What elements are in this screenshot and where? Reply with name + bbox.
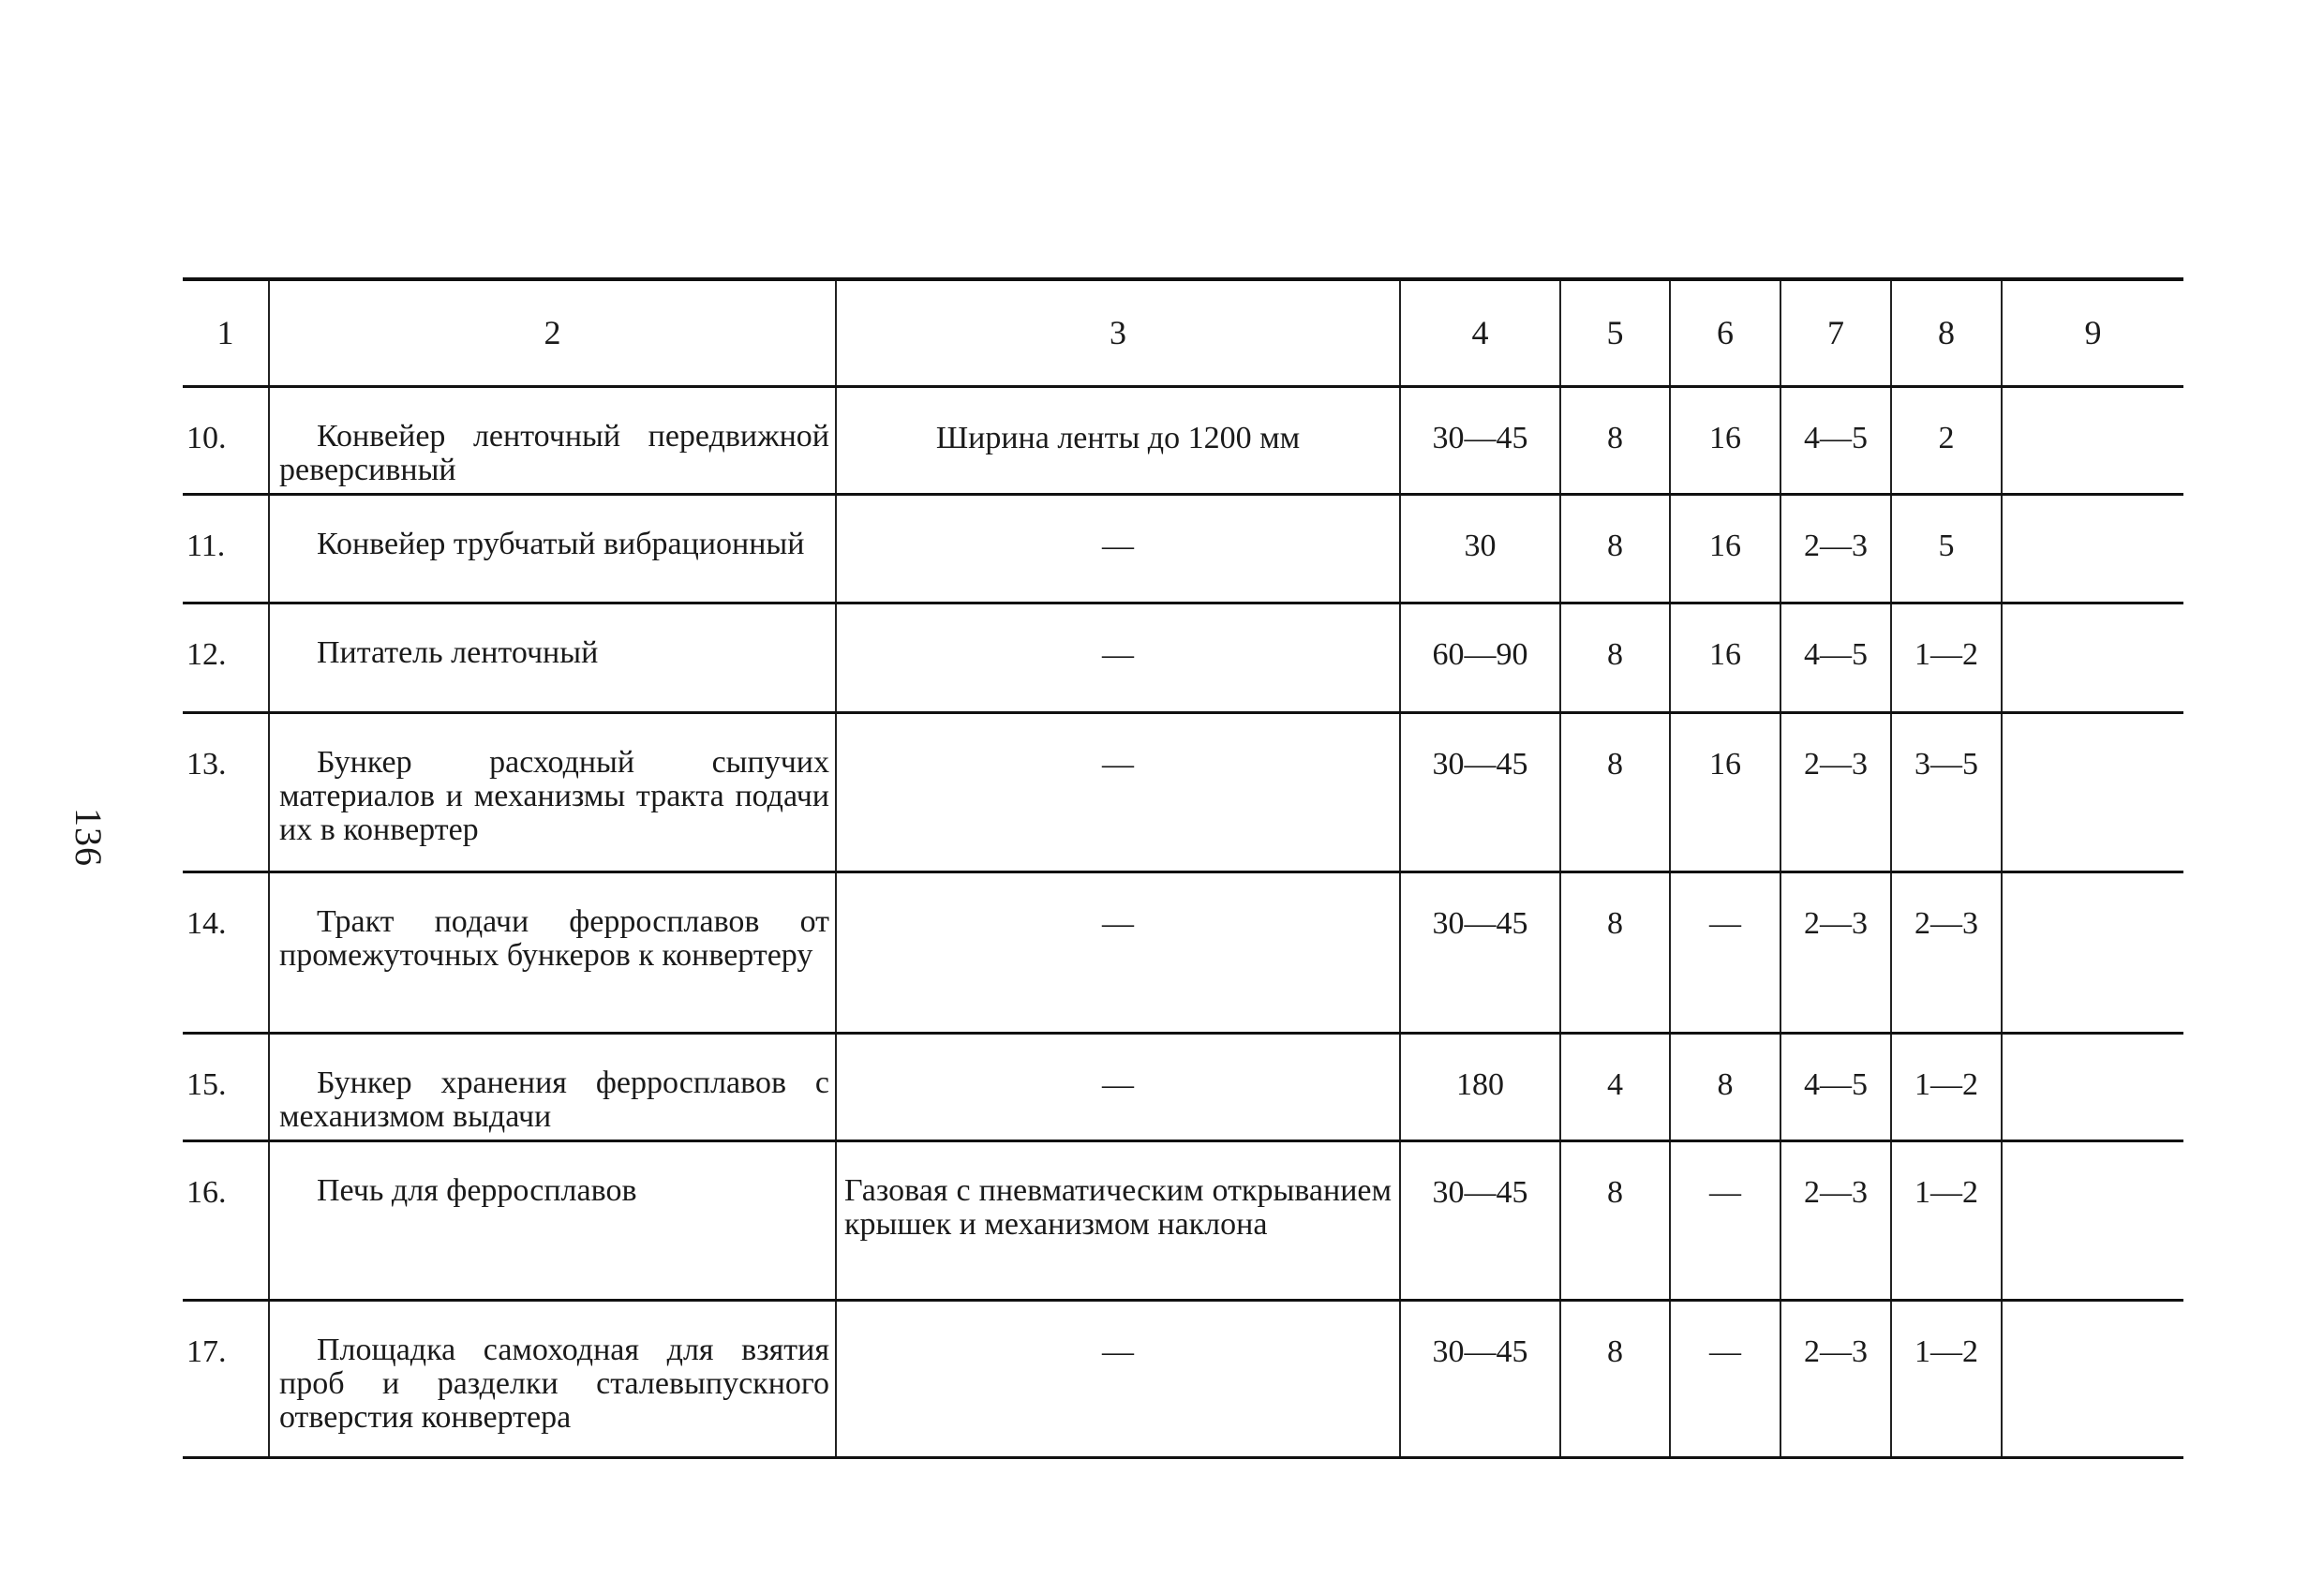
description-cell: — <box>836 1033 1400 1140</box>
column-header: 2 <box>269 279 836 386</box>
value-cell: 8 <box>1670 1033 1780 1140</box>
table-row <box>183 386 2183 494</box>
equipment-name-cell: Конвейер трубчатый вибрационный <box>269 494 836 603</box>
column-header: 8 <box>1891 279 2002 386</box>
equipment-name-cell: Конвейер ленточный передвижной реверсивный <box>269 386 836 494</box>
row-number-cell: 11. <box>186 528 226 563</box>
table-row <box>183 871 2183 1033</box>
column-header: 6 <box>1670 279 1780 386</box>
table-row <box>183 1033 2183 1140</box>
value-cell: 30—45 <box>1400 1140 1560 1300</box>
equipment-name-cell: Бункер хранения ферросплавов с механизмом выдачи <box>269 1033 836 1140</box>
value-cell <box>2002 712 2183 871</box>
value-cell: 4—5 <box>1780 1033 1891 1140</box>
value-cell: 2—3 <box>1780 871 1891 1033</box>
value-cell: 30—45 <box>1400 871 1560 1033</box>
value-cell: 3—5 <box>1891 712 2002 871</box>
equipment-name-cell: Бункер расходный сыпучих материалов и механизмы тракта подачи их в конвертер <box>269 712 836 871</box>
column-header: 1 <box>216 314 234 352</box>
value-cell: 60—90 <box>1400 603 1560 712</box>
value-cell: 30—45 <box>1400 712 1560 871</box>
value-cell <box>2002 494 2183 603</box>
value-cell: 2 <box>1891 386 2002 494</box>
value-cell: 1—2 <box>1891 603 2002 712</box>
row-number-cell: 15. <box>186 1066 227 1102</box>
row-number-cell: 10. <box>186 420 227 455</box>
equipment-name-cell: Тракт подачи ферросплавов от промежуточных бункеров к конвертеру <box>269 871 836 1033</box>
description-cell: — <box>836 603 1400 712</box>
value-cell: 30—45 <box>1400 1300 1560 1457</box>
table-row <box>183 603 2183 712</box>
value-cell: — <box>1670 1140 1780 1300</box>
table-row <box>183 494 2183 603</box>
column-header: 5 <box>1560 279 1670 386</box>
description-cell: — <box>836 712 1400 871</box>
value-cell: 8 <box>1560 386 1670 494</box>
equipment-table <box>183 277 2183 1459</box>
value-cell: — <box>1670 1300 1780 1457</box>
value-cell: 180 <box>1400 1033 1560 1140</box>
value-cell: 2—3 <box>1780 494 1891 603</box>
value-cell: 16 <box>1670 603 1780 712</box>
value-cell: 8 <box>1560 1140 1670 1300</box>
value-cell: 1—2 <box>1891 1140 2002 1300</box>
row-number-cell: 14. <box>186 905 227 941</box>
table-row <box>183 712 2183 871</box>
value-cell: 2—3 <box>1780 712 1891 871</box>
description-cell: — <box>836 494 1400 603</box>
equipment-name-cell: Площадка самоходная для взятия проб и разделки сталевыпускного отверстия конвертера <box>269 1300 836 1457</box>
value-cell: 16 <box>1670 712 1780 871</box>
column-header: 7 <box>1780 279 1891 386</box>
value-cell: 8 <box>1560 871 1670 1033</box>
value-cell: 2—3 <box>1780 1300 1891 1457</box>
row-number-cell: 17. <box>186 1333 227 1369</box>
value-cell: 8 <box>1560 712 1670 871</box>
value-cell: 2—3 <box>1891 871 2002 1033</box>
description-cell: — <box>836 871 1400 1033</box>
column-header: 9 <box>2002 279 2183 386</box>
value-cell <box>2002 603 2183 712</box>
value-cell: 30 <box>1400 494 1560 603</box>
row-number-cell: 13. <box>186 746 227 782</box>
value-cell: 4—5 <box>1780 386 1891 494</box>
equipment-name-cell: Печь для ферросплавов <box>269 1140 836 1300</box>
value-cell: 8 <box>1560 494 1670 603</box>
value-cell: 1—2 <box>1891 1300 2002 1457</box>
value-cell: 8 <box>1560 1300 1670 1457</box>
description-cell: Ширина ленты до 1200 мм <box>836 386 1400 494</box>
equipment-name-cell: Питатель ленточный <box>269 603 836 712</box>
table-row <box>183 1140 2183 1300</box>
value-cell: — <box>1670 871 1780 1033</box>
table-row <box>183 1300 2183 1457</box>
value-cell <box>2002 386 2183 494</box>
value-cell: 4—5 <box>1780 603 1891 712</box>
header-row <box>183 279 2183 386</box>
value-cell: 4 <box>1560 1033 1670 1140</box>
value-cell <box>2002 871 2183 1033</box>
value-cell: 2—3 <box>1780 1140 1891 1300</box>
value-cell <box>2002 1033 2183 1140</box>
description-cell: Газовая с пневматическим открыванием крышек и механизмом наклона <box>836 1140 1400 1300</box>
value-cell <box>2002 1140 2183 1300</box>
value-cell: 1—2 <box>1891 1033 2002 1140</box>
column-header: 4 <box>1400 279 1560 386</box>
value-cell: 30—45 <box>1400 386 1560 494</box>
value-cell <box>2002 1300 2183 1457</box>
value-cell: 16 <box>1670 386 1780 494</box>
row-number-cell: 12. <box>186 636 227 672</box>
column-header: 3 <box>836 279 1400 386</box>
value-cell: 16 <box>1670 494 1780 603</box>
row-number-cell: 16. <box>186 1174 227 1210</box>
page-number: 136 <box>67 808 110 867</box>
description-cell: — <box>836 1300 1400 1457</box>
value-cell: 8 <box>1560 603 1670 712</box>
value-cell: 5 <box>1891 494 2002 603</box>
